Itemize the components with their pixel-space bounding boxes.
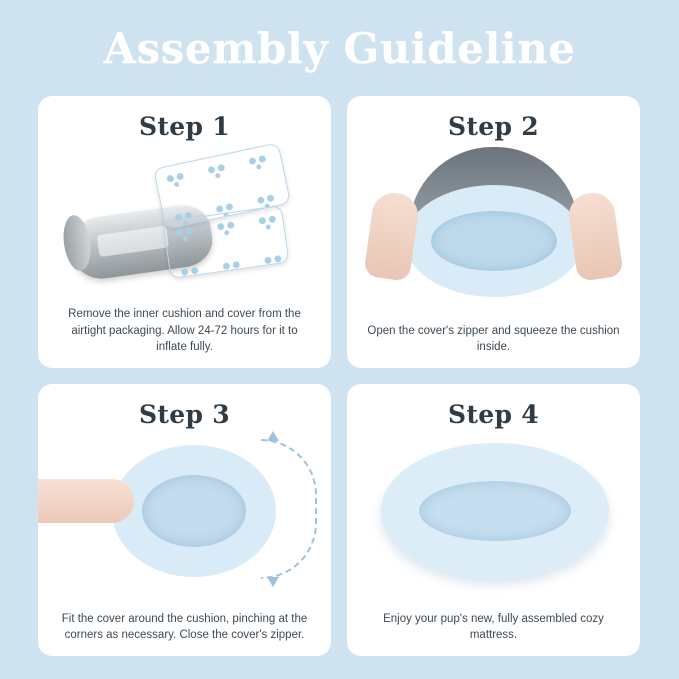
step-3-title: Step 3	[139, 400, 230, 429]
packaged-cushion-and-cover-illustration	[38, 141, 331, 301]
step-4-title: Step 4	[448, 400, 539, 429]
hand-fitting-cover-illustration	[38, 429, 331, 589]
fabric-sheen	[419, 481, 571, 541]
bed-cover-icon	[405, 185, 583, 297]
step-card-1	[38, 96, 331, 368]
right-hand-icon	[566, 190, 624, 282]
step-card-4	[347, 384, 640, 656]
step-2-title: Step 2	[448, 112, 539, 141]
step-card-2	[347, 96, 640, 368]
step-2-caption: Open the cover's zipper and squeeze the cushion inside.	[367, 324, 620, 354]
rotation-arrow-icon	[261, 439, 317, 579]
step-3-caption: Fit the cover around the cushion, pinching at the corners as necessary. Close the cover's zipper.	[61, 612, 308, 642]
forearm-icon	[38, 479, 134, 523]
step-4-caption: Enjoy your pup's new, fully assembled cozy mattress.	[383, 612, 604, 642]
assembled-bed-icon	[112, 445, 276, 577]
rotation-arrow-head-up-icon	[267, 431, 279, 441]
finished-bed-icon	[381, 443, 609, 579]
step-1-caption: Remove the inner cushion and cover from the airtight packaging. Allow 24-72 hours for it to inflate fully.	[68, 307, 301, 354]
rotation-arrow-head-down-icon	[267, 577, 279, 587]
hands-inserting-cushion-illustration	[347, 141, 640, 301]
step-1-title: Step 1	[139, 112, 230, 141]
finished-donut-bed-illustration	[347, 429, 640, 589]
steps-grid	[38, 96, 641, 656]
page-title: Assembly Guideline	[103, 24, 576, 73]
left-hand-icon	[363, 190, 421, 282]
step-card-3	[38, 384, 331, 656]
